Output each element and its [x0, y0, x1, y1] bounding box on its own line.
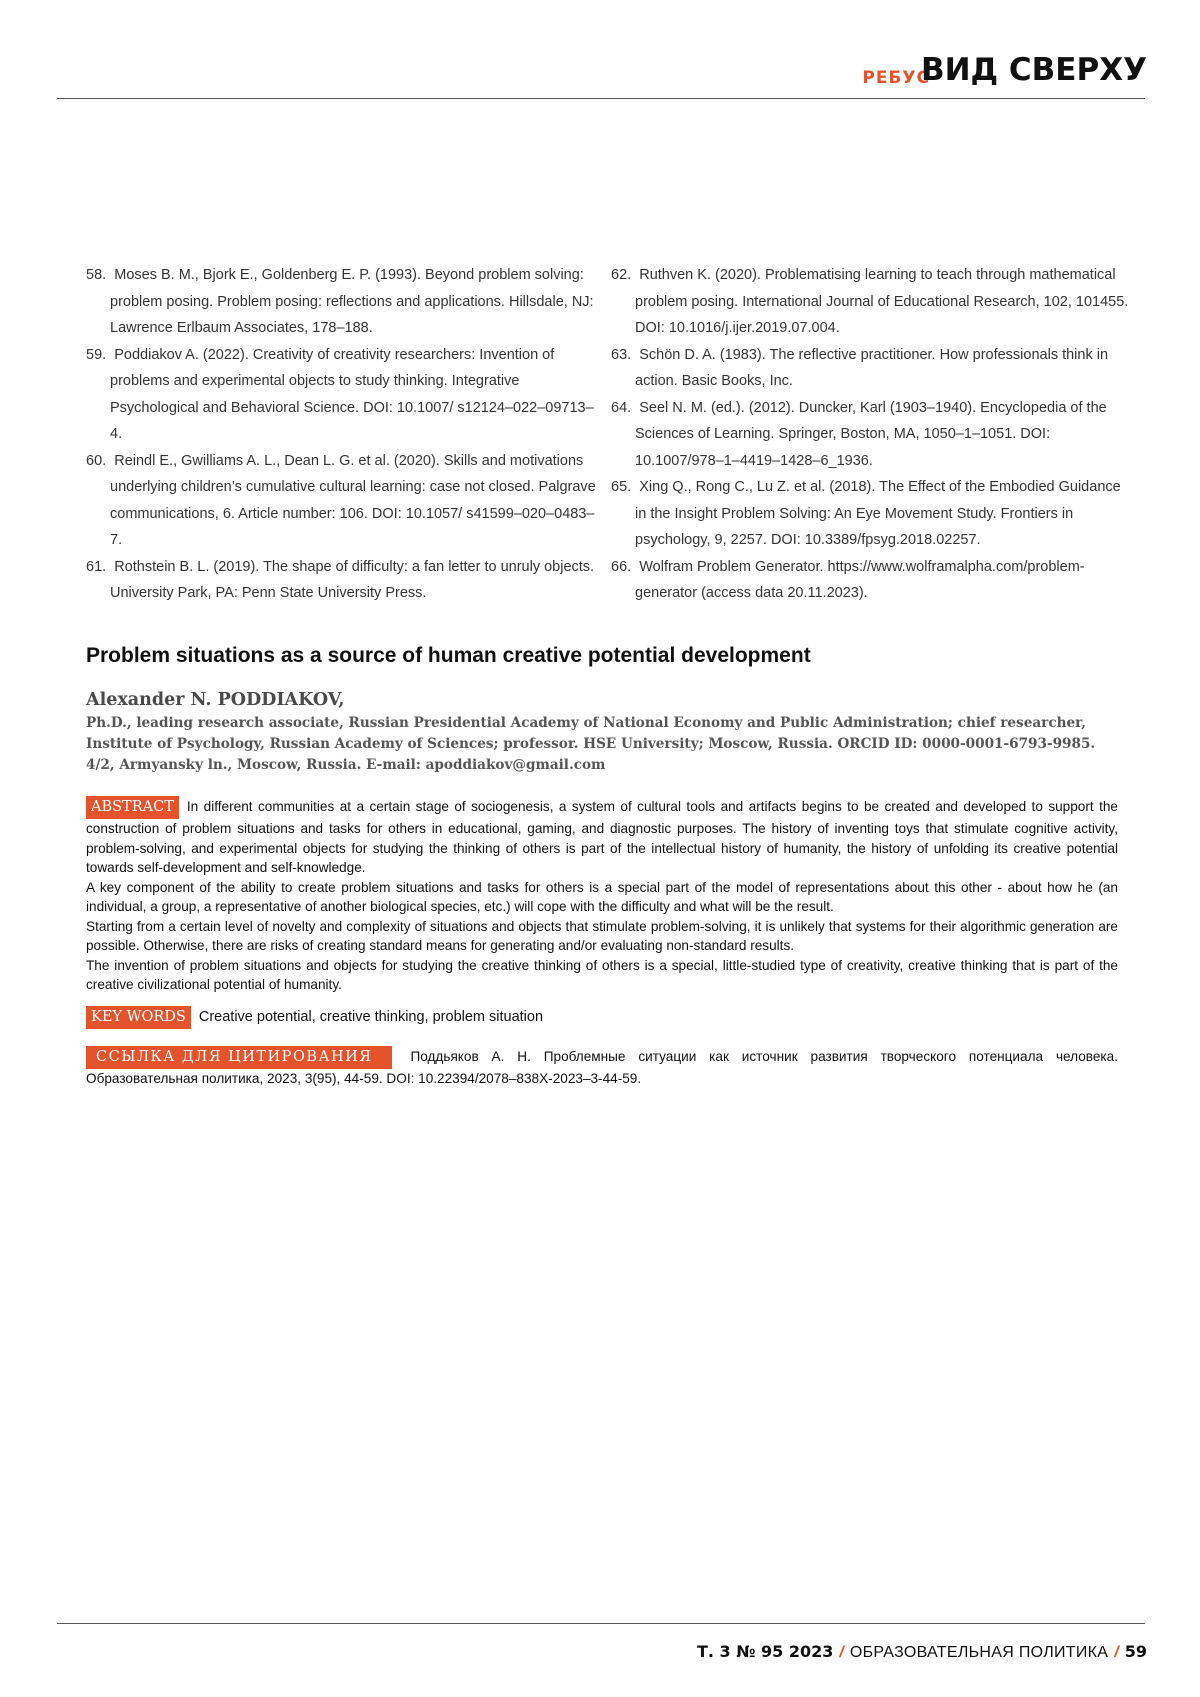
reference-text: Seel N. M. (ed.). (2012). Duncker, Karl (1903–1940). Encyclopedia of the Sciences of Learning. Springer, Boston, MA, 1050–1–1051. DOI: 10.1007/978–1–4419–1428–6_1936.	[635, 400, 1107, 469]
reference-item	[611, 554, 1131, 607]
reference-text: Ruthven K. (2020). Problematising learning to teach through mathematical problem posing. International Journal of Educational Research, 102, 101455. DOI: 10.1016/j.ijer.2019.07.004.	[635, 267, 1128, 336]
abstract-paragraph: In different communities at a certain stage of sociogenesis, a system of cultural tools and artifacts begins to be created and developed to support the construction of problem situations and tasks for others in educational, gaming, and diagnostic purposes. The history of inventing toys that stimulate cognitive activity, problem-solving, and experimental objects for studying the thinking of others is part of the intellectual history of humanity, the history of unfolding its creative potential towards self-development and self-knowledge.	[86, 799, 1118, 875]
reference-text: Rothstein B. L. (2019). The shape of difficulty: a fan letter to unruly objects. University Park, PA: Penn State University Press.	[110, 559, 594, 602]
keywords-text: Creative potential, creative thinking, problem situation	[199, 1009, 543, 1025]
abstract-paragraph: A key component of the ability to create problem situations and tasks for others is a special part of the model of representations about this other - about how he (an individual, a group, a representative of another biological species, etc.) will cope with the difficulty and what will be the result.	[86, 878, 1118, 917]
reference-item	[86, 554, 598, 607]
footer-separator: /	[839, 1644, 843, 1661]
author-affiliation: Ph.D., leading research associate, Russian Presidential Academy of National Economy and Public Administration; chief researcher, Institute of Psychology, Russian Academy of Sciences; professor. HSE University; Moscow, Russia. ORCID ID: 0000-0001-6793-9985. 4/2, Armyansky ln., Moscow, Russia. E-mail: apoddiakov@gmail.com	[86, 713, 1126, 776]
reference-text: Xing Q., Rong C., Lu Z. et al. (2018). The Effect of the Embodied Guidance in the Insight Problem Solving: An Eye Movement Study. Frontiers in psychology, 9, 2257. DOI: 10.3389/fpsyg.2018.02257.	[635, 479, 1121, 548]
reference-item	[86, 342, 598, 448]
abstract-paragraph: Starting from a certain level of novelty and complexity of situations and objects that stimulate problem-solving, it is unlikely that systems for their algorithmic generation are possible. Otherwise, there are risks of creating standard means for generating and/or evaluating non-standard results.	[86, 917, 1118, 956]
reference-text: Wolfram Problem Generator. https://www.wolframalpha.com/problem-generator (access data 20.11.2023).	[635, 559, 1085, 602]
reference-number: 66.	[611, 554, 631, 581]
section-rebus-label: РЕБУС	[862, 68, 930, 88]
header-divider	[57, 98, 1145, 99]
citation-text: Поддьяков А. Н. Проблемные ситуации как источник развития творческого потенциала человека. Образовательная политика, 2023, 3(95), 44-59. DOI: 10.22394/2078–838X-2023–3-44-59.	[86, 1049, 1118, 1086]
abstract-paragraph: The invention of problem situations and objects for studying the creative thinking of others is a special, little-studied type of creativity, creative thinking that is part of the creative civilizational potential of humanity.	[86, 956, 1118, 995]
reference-item	[86, 448, 598, 554]
reference-item	[86, 262, 598, 342]
reference-number: 59.	[86, 342, 106, 369]
page-footer	[697, 1642, 1147, 1662]
reference-number: 58.	[86, 262, 106, 289]
reference-item	[611, 395, 1131, 475]
abstract-block	[86, 796, 1118, 995]
reference-text: Poddiakov A. (2022). Creativity of creativity researchers: Invention of problems and experimental objects to study thinking. Integrative Psychological and Behavioral Science. DOI: 10.1007/ s12124–022–09713–4.	[110, 347, 594, 443]
reference-text: Schön D. A. (1983). The reflective practitioner. How professionals think in action. Basic Books, Inc.	[635, 347, 1108, 390]
keywords-label: KEY WORDS	[86, 1006, 191, 1029]
footer-separator: /	[1114, 1644, 1118, 1661]
reference-item	[611, 474, 1131, 554]
keywords-block	[86, 1006, 1126, 1029]
article-title: Problem situations as a source of human creative potential development	[86, 644, 1136, 668]
reference-text: Moses B. M., Bjork E., Goldenberg E. P. (1993). Beyond problem solving: problem posing. Problem posing: reflections and applications. Hillsdale, NJ: Lawrence Erlbaum Associates, 178–188.	[110, 267, 594, 336]
reference-item	[611, 342, 1131, 395]
section-title: ВИД СВЕРХУ	[921, 52, 1147, 88]
footer-journal-name: ОБРАЗОВАТЕЛЬНАЯ ПОЛИТИКА	[850, 1644, 1108, 1661]
citation-label: ССЫЛКА ДЛЯ ЦИТИРОВАНИЯ	[86, 1046, 392, 1069]
footer-volume: Т. 3 № 95 2023	[697, 1642, 833, 1661]
reference-text: Reindl E., Gwilliams A. L., Dean L. G. et al. (2020). Skills and motivations underlying children’s cumulative cultural learning: case not closed. Palgrave communications, 6. Article number: 106. DOI: 10.1057/ s41599–020–0483–7.	[110, 453, 596, 549]
citation-block	[86, 1046, 1118, 1089]
reference-number: 62.	[611, 262, 631, 289]
author-name: Alexander N. PODDIAKOV,	[86, 690, 344, 710]
footer-divider	[57, 1623, 1145, 1624]
references-left-column	[86, 262, 598, 607]
abstract-label: ABSTRACT	[86, 796, 179, 819]
reference-number: 63.	[611, 342, 631, 369]
page-number: 59	[1125, 1642, 1147, 1661]
references-right-column	[611, 262, 1131, 607]
reference-number: 65.	[611, 474, 631, 501]
reference-number: 61.	[86, 554, 106, 581]
reference-number: 60.	[86, 448, 106, 475]
reference-item	[611, 262, 1131, 342]
reference-number: 64.	[611, 395, 631, 422]
